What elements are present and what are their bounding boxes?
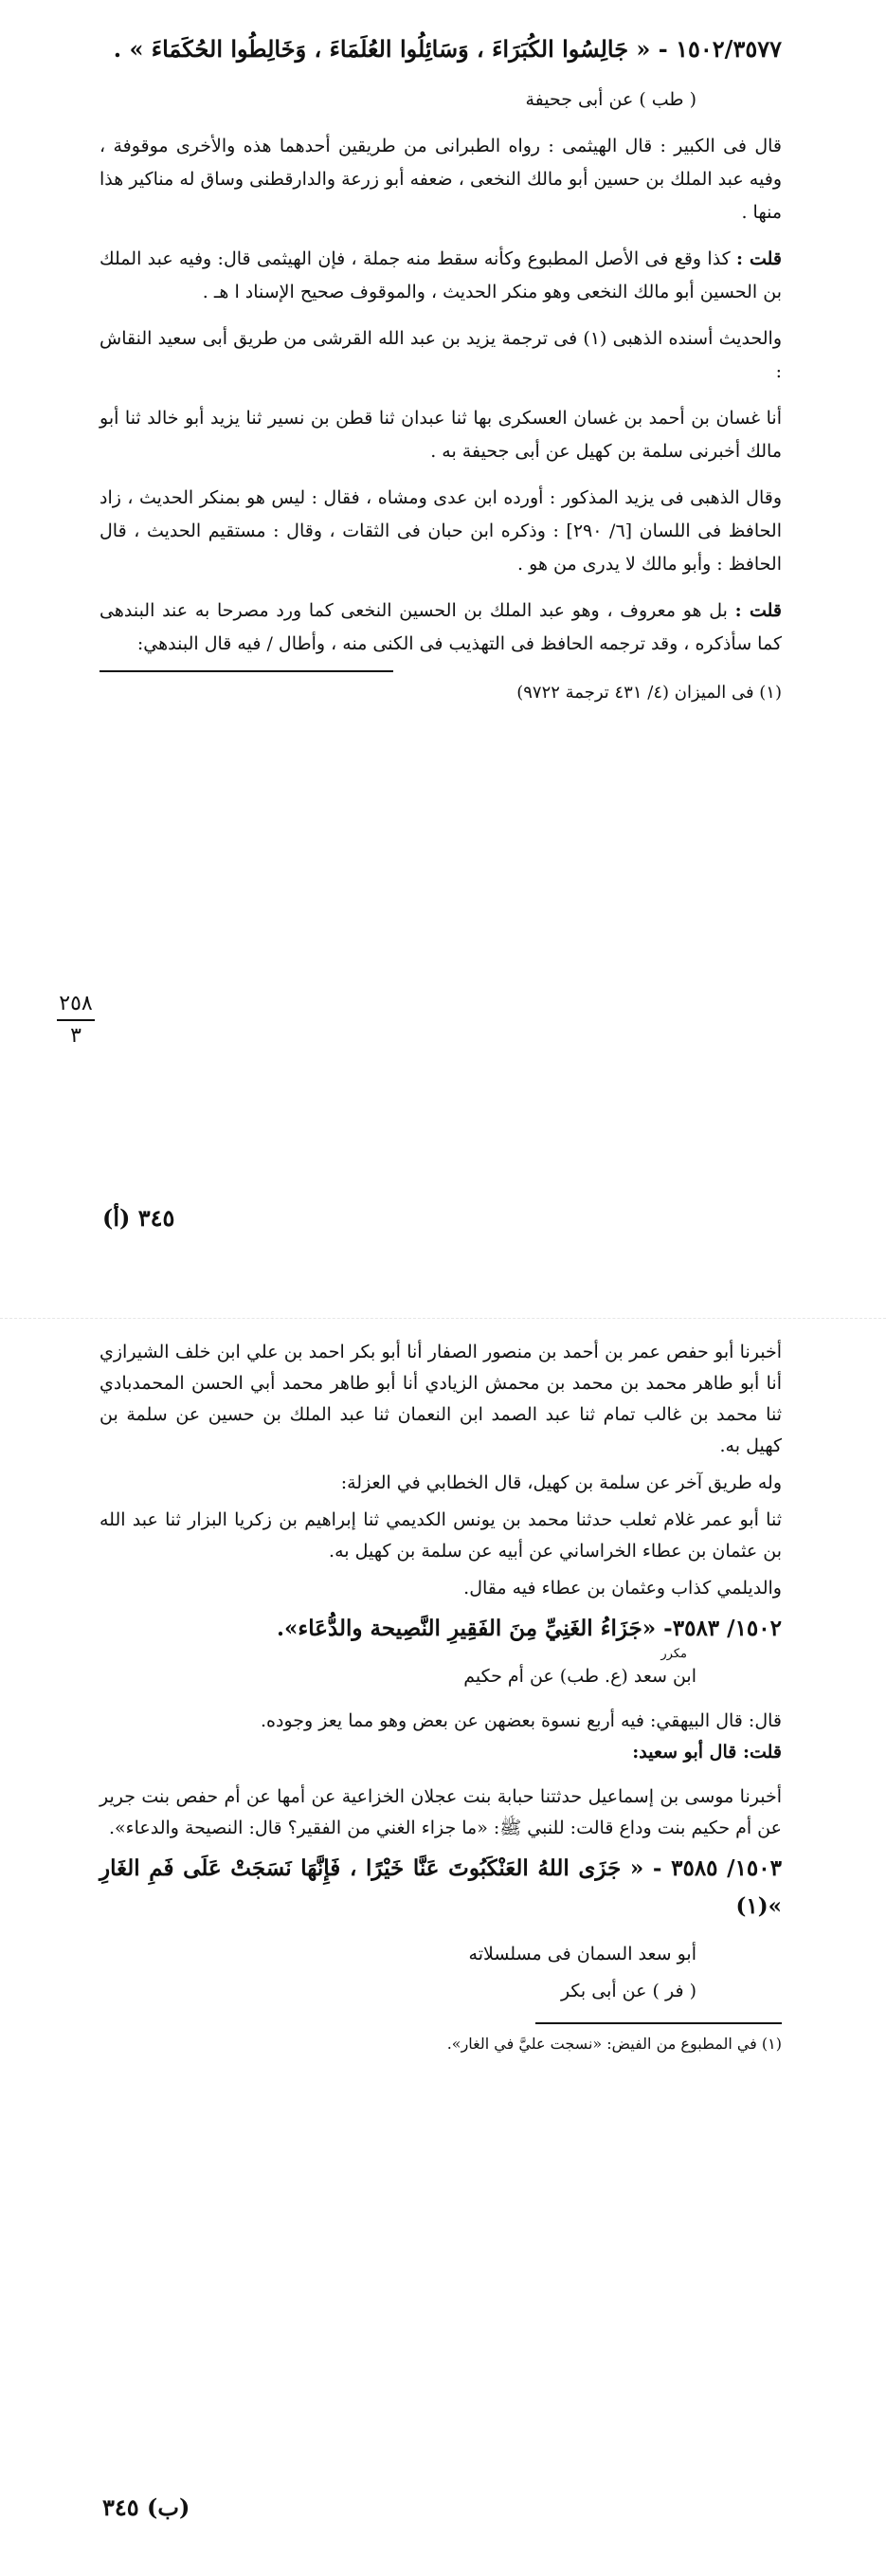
grading-paragraph: والديلمي كذاب وعثمان بن عطاء فيه مقال. (463, 1578, 782, 1599)
bottom-section (99, 1337, 782, 2056)
hadith-source-3a: أبو سعد السمان فى مسلسلاته (468, 1944, 696, 1964)
qultu-paragraph-2 (99, 594, 782, 661)
qultu-paragraph-3: قلت: قال أبو سعيد: (632, 1742, 782, 1763)
hadith-heading-3585: ١٥٠٣/ ٣٥٨٥ - « جَزَى اللهُ العَنْكَبُوتَ عَنَّا خَيْرًا ، فَإِنَّهَا نَسَجَتْ عَلَى فَمِ الغَارِ »(١) (99, 1855, 782, 1919)
qultu-label-2: قلت : (734, 600, 782, 621)
hadith-source-3b: ( فر ) عن أبى بكر (560, 1981, 696, 2001)
hadith-heading-3583: ١٥٠٢/ ٣٥٨٣- «جَزَاءُ الغَنِيِّ مِنَ الفَقِيرِ النَّصِيحة والدُّعَاء». (277, 1616, 782, 1641)
commentary-paragraph: قال فى الكبير : قال الهيثمى : رواه الطبرانى من طريقين أحدهما هذه والأخرى موقوفة ، وفيه عبد الملك بن حسين أبو مالك النخعى ، ضعفه أبو زرعة والدارقطنى وساق له مناكير هذا منها . (99, 136, 782, 223)
isnad-paragraph-3: ثنا أبو عمر غلام ثعلب حدثنا محمد بن يونس الكديمي ثنا إبراهيم بن زكريا البزار ثنا عبد الله بن عثمان بن عطاء الخراساني عن أبيه عن سلمة بن كهيل به. (99, 1509, 782, 1562)
isnad-paragraph-4: أخبرنا موسى بن إسماعيل حدثتنا حبابة بنت عجلان الخزاعية عن أمها عن أم حفص بنت جرير عن أم حكيم بنت وداع قالت: للنبي ﷺ: «ما جزاء الغني من الفقير؟ قال: النصيحة والدعاء». (99, 1786, 782, 1838)
isnad-intro-paragraph: والحديث أسنده الذهبى (١) فى ترجمة يزيد بن عبد الله القرشى من طريق أبى سعيد النقاش : (99, 328, 782, 382)
margin-number-top: ٢٥٨ (59, 992, 93, 1015)
bayhaqi-paragraph: قال: قال البيهقي: فيه أربع نسوة بعضهن عن بعض وهو مما يعز وجوده. (260, 1710, 782, 1731)
hadith-source: ( طب ) عن أبى جحيفة (525, 89, 696, 110)
page-separator (0, 1318, 886, 1319)
dhahabi-paragraph: وقال الذهبى فى يزيد المذكور : أورده ابن عدى ومشاه ، فقال : ليس هو بمنكر الحديث ، زاد الحافظ فى اللسان [٦/ ٢٩٠] : وذكره ابن حبان فى الثقات ، وقال : مستقيم الحديث ، قال الحافظ : وأبو مالك لا يدرى من هو . (99, 487, 782, 575)
isnad-paragraph-2: أخبرنا أبو حفص عمر بن أحمد بن منصور الصفار أنا أبو بكر احمد بن علي ابن خلف الشيرازي أنا أبو طاهر محمد بن محمد بن محمش الزيادي أنا أبو طاهر محمد أبي الحسن المحمدبادي ثنا محمد بن غالب تمام ثنا عبد الصمد ابن النعمان ثنا عبد الملك بن حسين عن سلمة بن كهيل به. (99, 1342, 782, 1456)
isnad-paragraph: أنا غسان بن أحمد بن غسان العسكرى بها ثنا عبدان ثنا قطن بن نسير ثنا يزيد أبو خالد ثنا أبو مالك أخبرنى سلمة بن كهيل عن أبى جحيفة به . (99, 408, 782, 462)
qultu-text-2: بل هو معروف ، وهو عبد الملك بن الحسين النخعى كما ورد مصرحا به عند البندهى كما سأذكره ، وقد ترجمه الحافظ فى التهذيب فى الكنى منه ، وأطال / فيه قال البندهي: (99, 600, 782, 654)
qultu-text: كذا وقع فى الأصل المطبوع وكأنه سقط منه جملة ، فإن الهيثمى قال: وفيه عبد الملك بن الحسين أبو مالك النخعى وهو منكر الحديث ، والموقوف صحيح الإسناد ا هـ . (99, 248, 782, 302)
hadith-source-2: ابن سعد (ع. طب) عن أم حكيم (463, 1666, 696, 1687)
qultu-label: قلت : (736, 248, 782, 269)
footnote-rule-2 (535, 2022, 782, 2024)
hadith-heading-3577: ١٥٠٢/٣٥٧٧ - « جَالِسُوا الكُبَرَاءَ ، وَسَائِلُوا العُلَمَاءَ ، وَخَالِطُوا الحُكَمَاءَ » . (113, 35, 782, 63)
alt-route-paragraph: وله طريق آخر عن سلمة بن كهيل، قال الخطابي في العزلة: (340, 1472, 782, 1493)
margin-number-bottom: ٣ (70, 1024, 81, 1048)
footnote-2: (١) في المطبوع من الفيض: «نسجت عليَّ في الغار». (446, 2035, 782, 2053)
page-number-b: (ب) ٣٤٥ (102, 2494, 190, 2521)
footnote-rule (99, 670, 393, 672)
margin-page-reference (47, 991, 104, 1050)
page-number-a: ٣٤٥ (أ) (102, 1204, 175, 1232)
top-section (99, 28, 782, 706)
qultu-paragraph (99, 243, 782, 309)
footnote: (١) فى الميزان (٤/ ٤٣١ ترجمة ٩٧٢٢) (516, 683, 782, 703)
mukarrar-note: مكرر (660, 1647, 687, 1661)
margin-divider (57, 1019, 95, 1021)
